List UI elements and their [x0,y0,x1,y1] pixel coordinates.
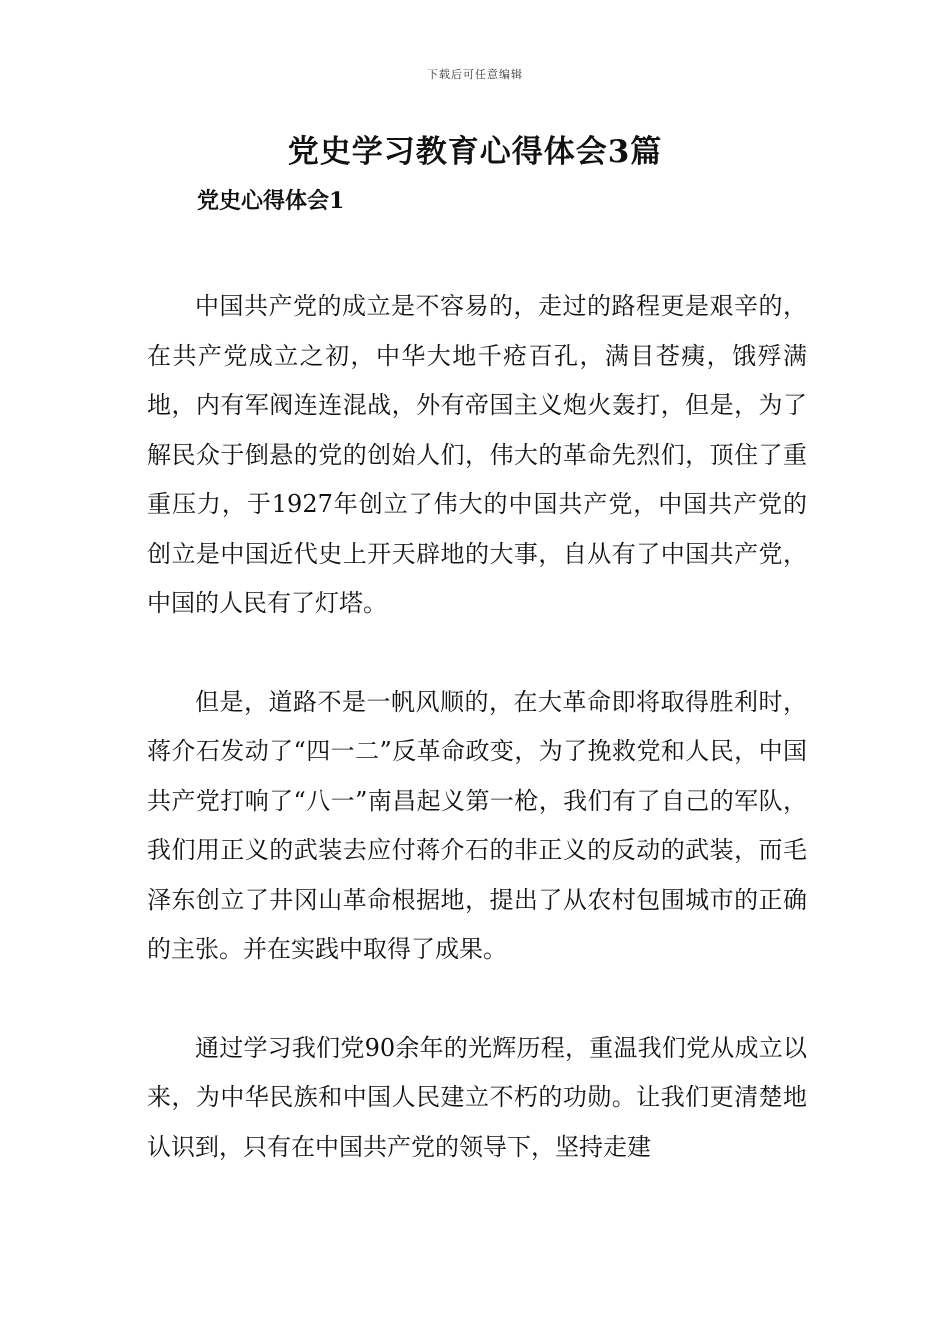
document-title: 党史学习教育心得体会3篇 [287,134,663,170]
paragraph-2: 但是，道路不是一帆风顺的，在大革命即将取得胜利时，蒋介石发动了“四一二”反革命政变，为了挽救党和人民，中国共产党打响了“八一”南昌起义第一枪，我们有了自己的军队，我们用正义的武装去应付蒋介石的非正义的反动的武装，而毛泽东创立了井冈山革命根据地，提出了从农村包围城市的正确的主张。并在实践中取得了成果。 [147,687,807,963]
header-note: 下载后可任意编辑 [427,68,523,81]
section-heading: 党史心得体会1 [197,188,345,214]
paragraph-1: 中国共产党的成立是不容易的，走过的路程更是艰辛的，在共产党成立之初，中华大地千疮百孔，满目苍痍，饿殍满地，内有军阀连连混战，外有帝国主义炮火轰打，但是，为了解民众于倒悬的党的创始人们，伟大的革命先烈们，顶住了重重压力，于1927年创立了伟大的中国共产党，中国共产党的创立是中国近代史上开天辟地的大事，自从有了中国共产党，中国的人民有了灯塔。 [147,292,807,617]
document-body [147,282,807,1221]
paragraph-3: 通过学习我们党90余年的光辉历程，重温我们党从成立以来，为中华民族和中国人民建立不朽的功勋。让我们更清楚地认识到，只有在中国共产党的领导下，坚持走建 [147,1033,807,1161]
